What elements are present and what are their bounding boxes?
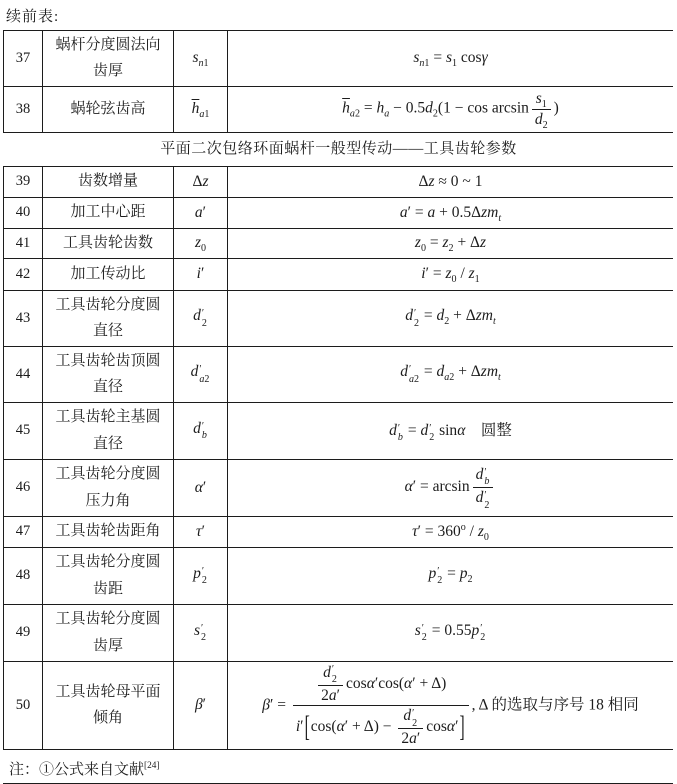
param-symbol: i′ [174, 258, 228, 290]
param-formula: $i' = z_0 / z_1$ [228, 258, 674, 290]
param-symbol: τ′ [174, 516, 228, 547]
table-row [4, 402, 674, 459]
param-symbol: d ′ b [174, 402, 228, 459]
param-symbol: d ′ a2 [174, 346, 228, 402]
param-symbol: $s_{n1}$ [174, 31, 228, 87]
param-name: 加工传动比 [43, 258, 174, 290]
tool-gear-parameter-table [3, 166, 673, 751]
table-row [4, 661, 674, 750]
param-name: 工具齿轮母平面 倾角 [43, 661, 174, 750]
param-formula: $\tau' = 360^o / z_0$ [228, 516, 674, 547]
continued-table-label: 续前表: [6, 9, 60, 25]
table-row [4, 459, 674, 516]
row-number: 47 [4, 516, 43, 547]
param-formula: p ′ 2 = $p_2$ [228, 547, 674, 604]
table-row [4, 604, 674, 661]
param-formula: d ′ a2 = $d_{a2} + \Delta zm_t$ [228, 346, 674, 402]
row-number: 48 [4, 547, 43, 604]
section-title: 平面二次包络环面蜗杆一般型传动——工具齿轮参数 [160, 140, 517, 157]
row-number: 49 [4, 604, 43, 661]
param-name: 齿数增量 [43, 166, 174, 197]
table-row [4, 31, 674, 87]
param-name: 加工中心距 [43, 197, 174, 228]
row-number: 40 [4, 197, 43, 228]
param-name: 工具齿轮主基圆 直径 [43, 402, 174, 459]
citation-ref: [24] [144, 761, 160, 772]
param-name: 工具齿轮分度圆 齿厚 [43, 604, 174, 661]
row-number: 37 [4, 31, 43, 87]
table-row [4, 516, 674, 547]
param-formula: s ′ 2 = 0.55p ′ 2 [228, 604, 674, 661]
param-formula: $\overline{h}_{a2} = h_a - 0.5d_2(1 - \cos \arcsin$ $\frac{s_1}{d_2}$ ) [228, 86, 674, 132]
param-symbol: β′ [174, 661, 228, 750]
param-formula: d ′ 2 = $d_2 + \Delta zm_t$ [228, 290, 674, 346]
param-name: 工具齿轮分度圆 压力角 [43, 459, 174, 516]
param-symbol: s ′ 2 [174, 604, 228, 661]
row-number: 43 [4, 290, 43, 346]
table-row [4, 547, 674, 604]
row-number: 38 [4, 86, 43, 132]
continued-parameter-table [3, 30, 673, 133]
row-number: 45 [4, 402, 43, 459]
row-number: 50 [4, 661, 43, 750]
param-formula: α′ = arcsin d ′ b d ′ 2 [228, 459, 674, 516]
param-name: 工具齿轮分度圆 直径 [43, 290, 174, 346]
param-formula: d ′ b = d ′ 2 sinα 圆整 [228, 402, 674, 459]
param-name: 工具齿轮齿数 [43, 228, 174, 258]
param-name: 工具齿轮齿距角 [43, 516, 174, 547]
table-row [4, 86, 674, 132]
table-row [4, 166, 674, 197]
param-name: 蜗轮弦齿高 [43, 86, 174, 132]
param-symbol: $\overline{h}_{a1}$ [174, 86, 228, 132]
param-name: 蜗杆分度圆法向 齿厚 [43, 31, 174, 87]
param-symbol: α′ [174, 459, 228, 516]
param-name: 工具齿轮齿顶圆 直径 [43, 346, 174, 402]
param-formula: a′ = a + 0.5Δzm$_t$ [228, 197, 674, 228]
param-formula: Δz ≈ 0 ~ 1 [228, 166, 674, 197]
table-row [4, 197, 674, 228]
document-page [0, 6, 677, 779]
param-formula: $s_{n1} = s_1$ cosγ [228, 31, 674, 87]
row-number: 41 [4, 228, 43, 258]
table-row [4, 258, 674, 290]
footnote-text: 注：①公式来自文献 [9, 762, 145, 779]
table-row [4, 346, 674, 402]
param-formula: β′ = d ′ 2 2a′ cosα′cos(α′ + Δ) i′[cos(α′ + Δ) − d ′ 2 2a′ cosα′] , Δ 的选取与序号 18 相同 [228, 661, 674, 750]
param-symbol: Δz [174, 166, 228, 197]
row-number: 46 [4, 459, 43, 516]
param-symbol: d ′ 2 [174, 290, 228, 346]
param-formula: $z_0 = z_2 + \Delta z$ [228, 228, 674, 258]
table-row [4, 228, 674, 258]
param-symbol: a′ [174, 197, 228, 228]
param-symbol: p ′ 2 [174, 547, 228, 604]
row-number: 42 [4, 258, 43, 290]
row-number: 39 [4, 166, 43, 197]
footnote [3, 750, 673, 784]
table-row [4, 290, 674, 346]
param-name: 工具齿轮分度圆 齿距 [43, 547, 174, 604]
row-number: 44 [4, 346, 43, 402]
param-symbol: $z_0$ [174, 228, 228, 258]
